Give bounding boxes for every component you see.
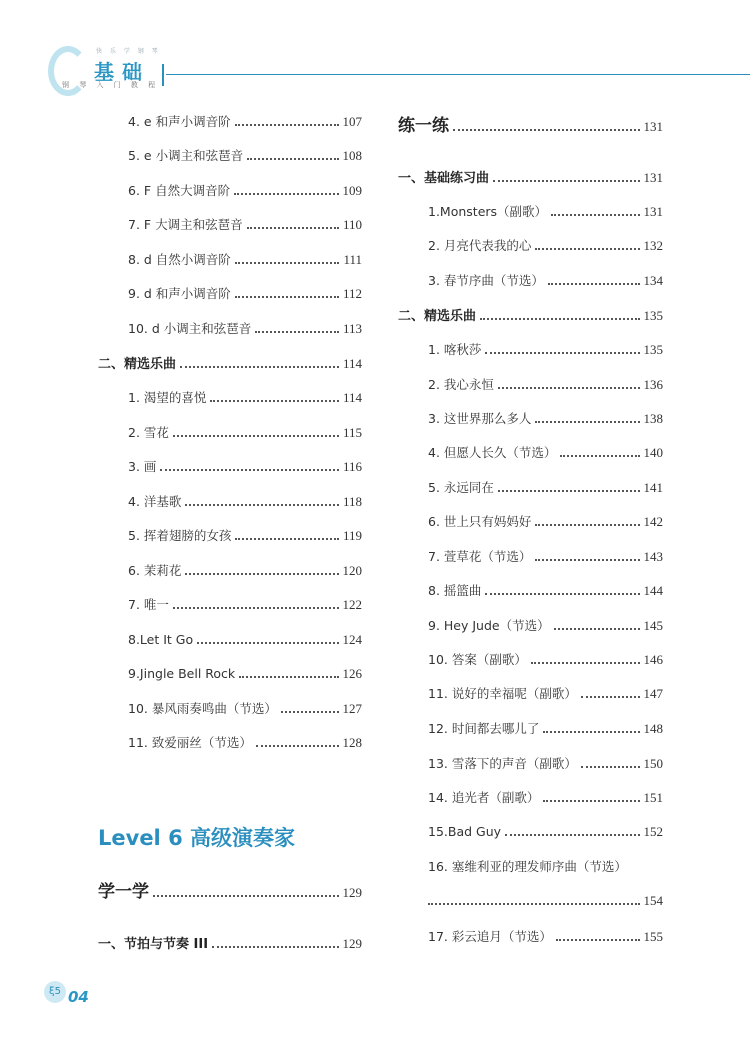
toc-entry-title: 16. 塞维利亚的理发师序曲（节选） <box>428 859 627 874</box>
toc-entry-page: 131 <box>643 170 663 185</box>
toc-entry-title: 5. e 小调主和弦琶音 <box>128 148 244 163</box>
toc-entry-title: 练一练 <box>398 116 449 135</box>
toc-entry <box>428 480 663 496</box>
toc-entry-title: 8. 摇篮曲 <box>428 583 482 598</box>
toc-entry <box>428 445 663 461</box>
toc-entry-page: 112 <box>342 286 362 301</box>
toc-entry <box>128 666 362 682</box>
dot-leader <box>180 366 339 368</box>
toc-entry-page: 110 <box>342 217 362 232</box>
dot-leader <box>173 607 339 609</box>
toc-entry-page: 129 <box>342 936 362 951</box>
toc-entry-title: 12. 时间都去哪儿了 <box>428 721 540 736</box>
dot-leader <box>185 504 339 506</box>
toc-entry-page: 127 <box>342 701 362 716</box>
dot-leader <box>556 939 640 941</box>
dot-leader <box>543 731 639 733</box>
toc-entry-title: 8. d 自然小调音阶 <box>128 252 231 267</box>
toc-entry-page: 146 <box>643 652 663 667</box>
toc-entry-title: 15.Bad Guy <box>428 824 502 839</box>
toc-entry <box>98 356 362 373</box>
book-logo <box>48 40 168 102</box>
toc-entry <box>128 148 362 164</box>
toc-entry-page: 124 <box>342 632 362 647</box>
toc-entry-page: 115 <box>342 425 362 440</box>
dot-leader <box>212 946 338 948</box>
dot-leader <box>235 262 340 264</box>
toc-entry <box>128 597 362 613</box>
dot-leader <box>535 559 639 561</box>
toc-entry <box>128 563 362 579</box>
toc-entry-title: 10. 答案（副歌） <box>428 652 527 667</box>
logo-main-text: 基础 <box>94 60 150 84</box>
toc-entry-page: 152 <box>643 824 663 839</box>
toc-entry-title: 2. 我心永恒 <box>428 377 494 392</box>
toc-entry-title: 学一学 <box>98 882 149 901</box>
toc-entry <box>428 342 663 358</box>
toc-entry-title: 1. 渴望的喜悦 <box>128 390 207 405</box>
toc-entry <box>128 459 362 475</box>
toc-entry-page: 154 <box>643 893 663 908</box>
toc-entry-title: 3. 这世界那么多人 <box>428 411 532 426</box>
toc-entry <box>128 114 362 130</box>
dot-leader <box>551 214 639 216</box>
toc-entry-title: 二、精选乐曲 <box>98 357 177 372</box>
toc-entry-page: 135 <box>643 308 663 323</box>
toc-entry-title: 7. 唯一 <box>128 597 169 612</box>
dot-leader <box>160 469 339 471</box>
toc-entry-title: 6. 茉莉花 <box>128 563 182 578</box>
level-heading: Level 6 高级演奏家 <box>98 826 295 850</box>
toc-entry <box>428 549 663 565</box>
dot-leader <box>247 158 338 160</box>
toc-entry <box>128 735 362 751</box>
toc-entry-page: 138 <box>643 411 663 426</box>
toc-entry <box>128 390 362 406</box>
toc-entry <box>98 884 362 901</box>
toc-entry <box>128 701 362 717</box>
toc-entry-page: 147 <box>643 686 663 701</box>
toc-entry-page: 113 <box>342 321 362 336</box>
dot-leader <box>485 352 639 354</box>
dot-leader <box>234 193 338 195</box>
dot-leader <box>197 642 338 644</box>
toc-entry-title: 1.Monsters（副歌） <box>428 204 548 219</box>
toc-entry <box>428 824 663 840</box>
toc-entry-page: 148 <box>643 721 663 736</box>
toc-entry-title: 7. 萱草花（节选） <box>428 549 532 564</box>
toc-entry-title: 3. 春节序曲（节选） <box>428 273 544 288</box>
toc-entry <box>128 321 362 337</box>
dot-leader <box>543 800 639 802</box>
toc-entry <box>128 183 362 199</box>
dot-leader <box>210 400 339 402</box>
dot-leader <box>498 490 640 492</box>
dot-leader <box>581 696 640 698</box>
dot-leader <box>554 628 640 630</box>
dot-leader <box>239 676 338 678</box>
toc-entry <box>128 286 362 302</box>
dot-leader <box>535 524 639 526</box>
toc-entry-page: 140 <box>643 445 663 460</box>
toc-entry <box>428 238 663 254</box>
toc-entry-page: 136 <box>643 377 663 392</box>
toc-entry-page: 142 <box>643 514 663 529</box>
dot-leader <box>535 421 639 423</box>
toc-entry-title: 10. d 小调主和弦琶音 <box>128 321 252 336</box>
dot-leader <box>235 538 339 540</box>
toc-entry-title: 8.Let It Go <box>128 632 194 647</box>
toc-entry-title: 2. 雪花 <box>128 425 169 440</box>
dot-leader <box>185 573 338 575</box>
dot-leader <box>480 318 639 320</box>
toc-entry-page: 131 <box>643 204 663 219</box>
toc-entry <box>428 583 663 599</box>
dot-leader <box>173 435 339 437</box>
dot-leader <box>235 124 339 126</box>
toc-entry-title: 6. F 自然大调音阶 <box>128 183 231 198</box>
dot-leader <box>255 331 339 333</box>
toc-entry <box>128 528 362 544</box>
toc-entry-page: 119 <box>342 528 362 543</box>
toc-entry-page: 126 <box>342 666 362 681</box>
dot-leader <box>235 296 339 298</box>
dot-leader <box>560 455 639 457</box>
toc-entry <box>428 273 663 289</box>
toc-entry-page: 118 <box>342 494 362 509</box>
toc-entry <box>428 721 663 737</box>
toc-entry-page: 150 <box>643 756 663 771</box>
toc-entry <box>428 929 663 945</box>
toc-entry-page: 128 <box>342 735 362 750</box>
toc-entry-page: 131 <box>643 119 663 134</box>
toc-entry <box>398 170 663 187</box>
toc-entry <box>398 308 663 325</box>
toc-entry <box>428 377 663 393</box>
toc-entry-page: 151 <box>643 790 663 805</box>
dot-leader <box>256 745 339 747</box>
toc-entry-page: 155 <box>643 929 663 944</box>
toc-entry-title: 5. 挥着翅膀的女孩 <box>128 528 232 543</box>
toc-entry <box>428 756 663 772</box>
dot-leader <box>548 283 640 285</box>
page-number: 04 <box>68 988 89 1006</box>
toc-entry <box>428 618 663 634</box>
toc-entry <box>398 118 663 135</box>
dot-leader <box>505 834 639 836</box>
toc-entry-page: 134 <box>643 273 663 288</box>
toc-entry <box>428 893 663 909</box>
toc-entry-title: 9. d 和声小调音阶 <box>128 286 231 301</box>
toc-entry-title: 17. 彩云追月（节选） <box>428 929 552 944</box>
toc-entry <box>128 252 362 268</box>
toc-entry-page: 141 <box>643 480 663 495</box>
footer-icon: ξ5 <box>44 981 66 1003</box>
toc-entry-title: 4. e 和声小调音阶 <box>128 114 231 129</box>
toc-entry-page: 107 <box>342 114 362 129</box>
toc-entry-title: 11. 致爱丽丝（节选） <box>128 735 252 750</box>
dot-leader <box>535 248 639 250</box>
toc-entry <box>428 514 663 530</box>
logo-sub-text: 钢 琴 入 门 教 程 <box>62 81 160 89</box>
toc-entry <box>428 652 663 668</box>
toc-entry-page: 129 <box>342 885 362 900</box>
dot-leader <box>153 895 339 897</box>
toc-entry-title: 一、节拍与节奏 III <box>98 937 209 952</box>
toc-entry-title: 7. F 大调主和弦琶音 <box>128 217 243 232</box>
toc-entry-page: 135 <box>643 342 663 357</box>
toc-entry-title: 13. 雪落下的声音（副歌） <box>428 756 577 771</box>
toc-entry-title: 5. 永远同在 <box>428 480 494 495</box>
toc-entry <box>98 936 362 953</box>
toc-entry-title: 14. 追光者（副歌） <box>428 790 540 805</box>
toc-entry-title: 1. 喀秋莎 <box>428 342 482 357</box>
toc-entry-title: 10. 暴风雨奏鸣曲（节选） <box>128 701 277 716</box>
toc-entry <box>428 686 663 702</box>
toc-entry-page: 116 <box>342 459 362 474</box>
toc-entry <box>428 204 663 220</box>
logo-small-text: 快 乐 学 钢 琴 <box>96 48 161 55</box>
toc-entry <box>128 217 362 233</box>
dot-leader <box>498 387 640 389</box>
dot-leader <box>453 129 640 131</box>
toc-entry <box>428 790 663 806</box>
dot-leader <box>485 593 639 595</box>
dot-leader <box>281 711 339 713</box>
toc-entry <box>128 494 362 510</box>
dot-leader <box>581 766 640 768</box>
toc-entry-page: 143 <box>643 549 663 564</box>
toc-entry-page: 122 <box>342 597 362 612</box>
toc-entry-title: 9.Jingle Bell Rock <box>128 666 236 681</box>
toc-entry-page: 109 <box>342 183 362 198</box>
toc-entry <box>428 411 663 427</box>
toc-entry-title: 二、精选乐曲 <box>398 309 477 324</box>
toc-entry-title: 一、基础练习曲 <box>398 171 490 186</box>
toc-entry-page: 114 <box>342 356 362 371</box>
toc-entry-title: 2. 月亮代表我的心 <box>428 238 532 253</box>
toc-entry-title: 3. 画 <box>128 459 157 474</box>
toc-entry-page: 120 <box>342 563 362 578</box>
toc-entry-page: 145 <box>643 618 663 633</box>
toc-entry <box>128 425 362 441</box>
toc-entry-page: 132 <box>643 238 663 253</box>
toc-entry-title: 4. 洋基歌 <box>128 494 182 509</box>
toc-entry-title: 11. 说好的幸福呢（副歌） <box>428 686 577 701</box>
toc-entry-page: 111 <box>343 252 362 267</box>
dot-leader <box>531 662 640 664</box>
dot-leader <box>428 903 640 905</box>
header-divider-bar <box>162 64 164 86</box>
toc-entry-page: 114 <box>342 390 362 405</box>
toc-entry-title: 4. 但愿人长久（节选） <box>428 445 557 460</box>
dot-leader <box>493 180 639 182</box>
header-rule <box>166 74 750 75</box>
dot-leader <box>247 227 339 229</box>
toc-entry-page: 144 <box>643 583 663 598</box>
toc-entry <box>128 632 362 648</box>
toc-entry-title: 6. 世上只有妈妈好 <box>428 514 532 529</box>
toc-entry-title: 9. Hey Jude（节选） <box>428 618 550 633</box>
toc-entry-page: 108 <box>342 148 362 163</box>
